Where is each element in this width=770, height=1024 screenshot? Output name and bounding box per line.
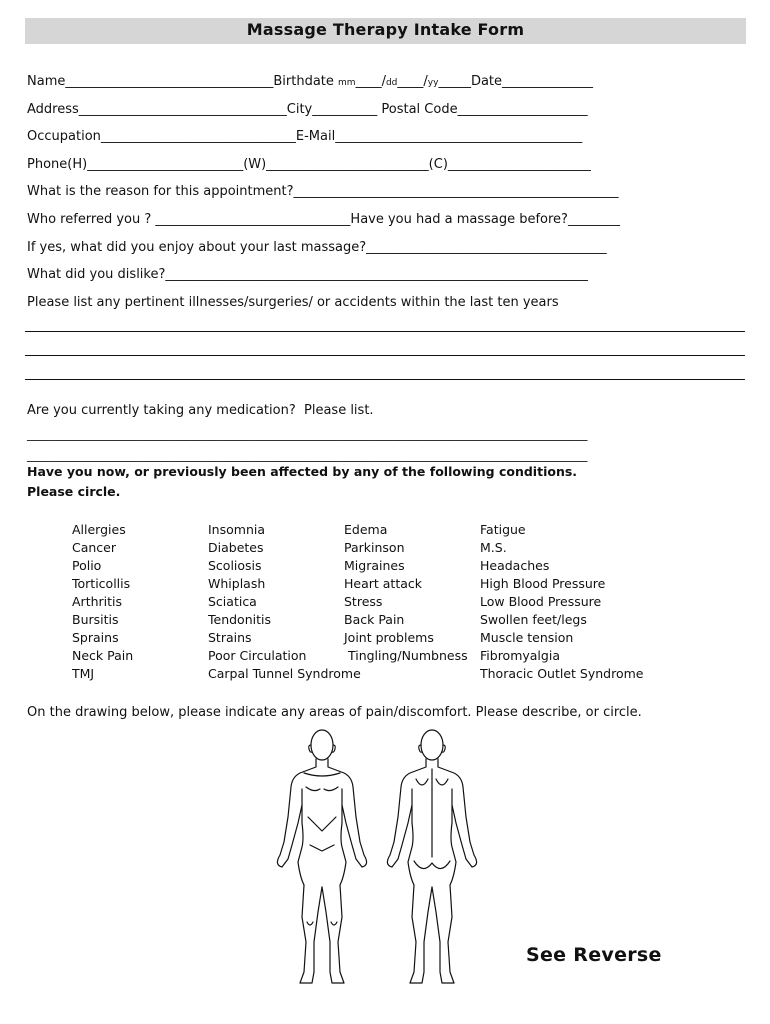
condition-item[interactable]: Sciatica [208, 594, 257, 609]
condition-item[interactable]: Arthritis [72, 594, 123, 609]
conditions-instruction: Please circle. [27, 484, 121, 499]
illnesses-blank-3[interactable] [25, 379, 745, 380]
dislike-line[interactable]: What did you dislike?_________________________________________________________________ [27, 267, 588, 282]
condition-item[interactable]: Poor Circulation [208, 648, 307, 663]
address-line[interactable]: Address________________________________City__________ Postal Code____________________ [27, 102, 588, 117]
condition-item[interactable]: Neck Pain [72, 648, 134, 663]
condition-item[interactable]: Polio [72, 558, 102, 573]
condition-item[interactable]: TMJ [72, 666, 95, 681]
condition-item[interactable]: M.S. [480, 540, 507, 555]
title-bar [25, 18, 746, 44]
condition-item[interactable]: Strains [208, 630, 252, 645]
condition-item[interactable]: Joint problems [344, 630, 434, 645]
condition-item[interactable]: Whiplash [208, 576, 266, 591]
dob-yy-label: yy [427, 78, 439, 88]
conditions-heading: Have you now, or previously been affected by any of the following conditions. [27, 464, 578, 479]
enjoy-line[interactable]: If yes, what did you enjoy about your last massage?_____________________________________ [27, 240, 607, 255]
form-title: Massage Therapy Intake Form [246, 20, 525, 39]
condition-item[interactable]: Diabetes [208, 540, 264, 555]
condition-item[interactable]: Back Pain [344, 612, 405, 627]
condition-item[interactable]: Tingling/Numbness [344, 648, 468, 663]
reason-line[interactable]: What is the reason for this appointment?__________________________________________________ [27, 184, 619, 199]
condition-item[interactable]: Torticollis [72, 576, 131, 591]
condition-item[interactable]: Fibromyalgia [480, 648, 560, 663]
conditions-column-2 [208, 521, 361, 683]
condition-item[interactable]: Edema [344, 522, 388, 537]
medication-prompt: Are you currently taking any medication? Please list. [27, 403, 374, 418]
condition-item[interactable]: Fatigue [480, 522, 526, 537]
body-front-figure[interactable] [277, 730, 366, 983]
illnesses-blank-1[interactable] [25, 331, 745, 332]
drawing-instruction: On the drawing below, please indicate any areas of pain/discomfort. Please describe, or circle. [27, 705, 642, 720]
condition-item[interactable]: Heart attack [344, 576, 422, 591]
dob-dd-label: dd [385, 78, 398, 88]
condition-item[interactable]: Migraines [344, 558, 405, 573]
condition-item[interactable]: Allergies [72, 522, 126, 537]
dob-mm-label: mm [338, 78, 356, 88]
condition-item[interactable]: Parkinson [344, 540, 405, 555]
phone-line[interactable]: Phone(H)________________________(W)_________________________(C)______________________ [27, 157, 591, 172]
occupation-line[interactable]: Occupation______________________________E-Mail______________________________________ [27, 129, 583, 144]
condition-item[interactable]: Insomnia [208, 522, 266, 537]
medication-blank-2[interactable]: _________________________________________________________________________________________ [27, 447, 588, 462]
body-back-figure[interactable] [387, 730, 476, 983]
body-diagram[interactable] [260, 727, 510, 989]
condition-item[interactable]: Cancer [72, 540, 117, 555]
illnesses-blank-2[interactable] [25, 355, 745, 356]
condition-item[interactable]: Sprains [72, 630, 119, 645]
dob-sep1: ____/ [355, 74, 386, 89]
referred-line[interactable]: Who referred you ? ______________________________Have you had a massage before?________ [27, 212, 620, 227]
name-birthdate-line[interactable] [27, 74, 593, 91]
condition-item[interactable]: Tendonitis [208, 612, 271, 627]
illnesses-prompt: Please list any pertinent illnesses/surgeries/ or accidents within the last ten years [27, 295, 559, 310]
see-reverse-note: See Reverse [526, 944, 662, 966]
date-label: _____Date______________ [438, 74, 594, 89]
condition-item[interactable]: Thoracic Outlet Syndrome [480, 666, 644, 681]
dob-sep2: ____/ [397, 74, 428, 89]
condition-item[interactable]: Low Blood Pressure [480, 594, 602, 609]
condition-item[interactable]: Carpal Tunnel Syndrome [208, 666, 361, 681]
condition-item[interactable]: Bursitis [72, 612, 119, 627]
condition-item[interactable]: Stress [344, 594, 383, 609]
medication-blank-1[interactable]: _________________________________________________________________________________________ [27, 426, 588, 441]
conditions-column-1 [72, 521, 133, 683]
conditions-column-3 [344, 521, 468, 665]
condition-item[interactable]: Scoliosis [208, 558, 262, 573]
name-birthdate-label: Name________________________________Birthdate [27, 74, 339, 89]
conditions-column-4 [480, 521, 643, 683]
condition-item[interactable]: High Blood Pressure [480, 576, 606, 591]
condition-item[interactable]: Swollen feet/legs [480, 612, 587, 627]
condition-item[interactable]: Muscle tension [480, 630, 574, 645]
condition-item[interactable]: Headaches [480, 558, 550, 573]
